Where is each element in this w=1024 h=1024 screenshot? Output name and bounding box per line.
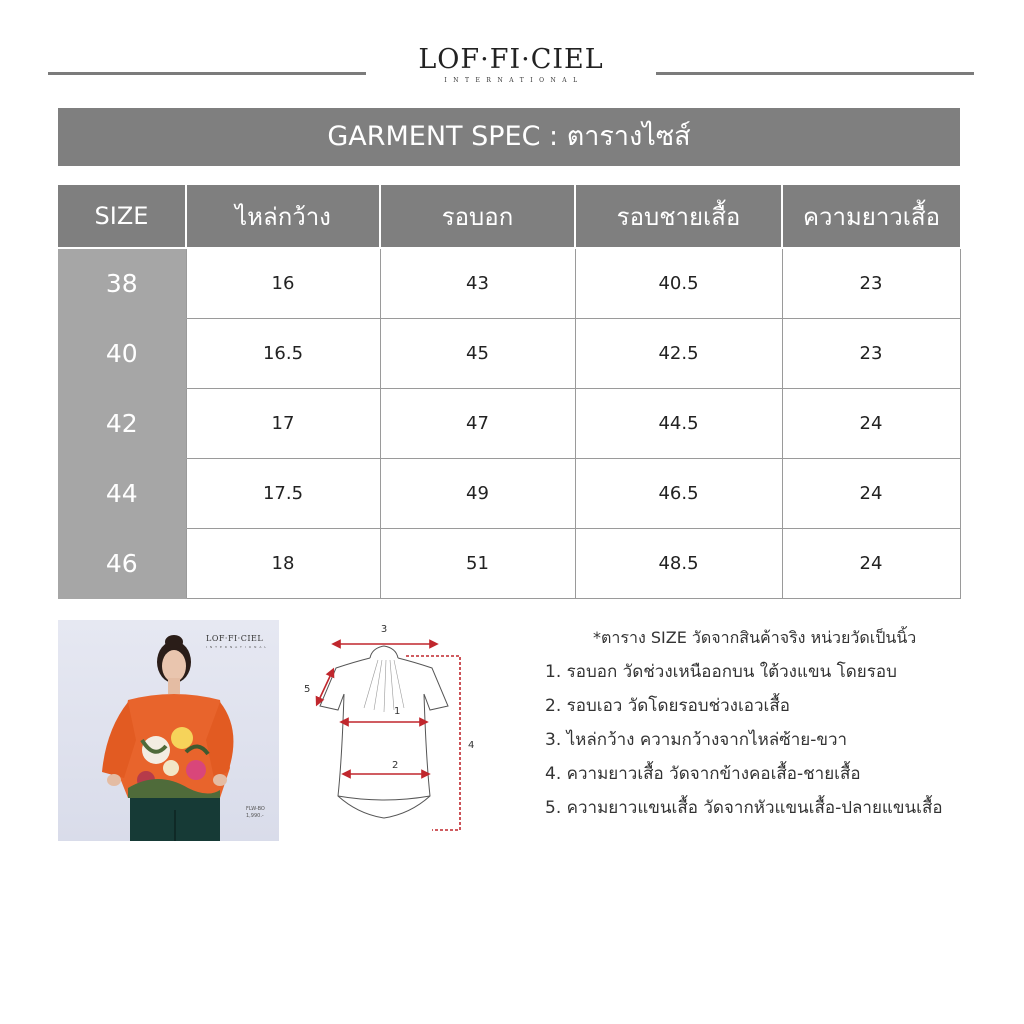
table-header-row xyxy=(58,185,960,248)
length-cell: 23 xyxy=(782,248,960,319)
hem-cell: 48.5 xyxy=(575,529,782,599)
length-cell: 24 xyxy=(782,389,960,459)
table-row xyxy=(58,248,960,319)
label-4: 4 xyxy=(468,740,475,751)
measurement-notes xyxy=(545,625,985,829)
hem-cell: 42.5 xyxy=(575,319,782,389)
shirt-outline xyxy=(320,646,448,818)
note-waist: 2. รอบเอว วัดโดยรอบช่วงเอวเสื้อ xyxy=(545,696,790,716)
column-header-size: SIZE xyxy=(58,185,186,248)
chest-cell: 51 xyxy=(380,529,575,599)
shoulder-cell: 16.5 xyxy=(186,319,380,389)
column-header-chest: รอบอก xyxy=(380,185,575,248)
column-header-hem: รอบชายเสื้อ xyxy=(575,185,782,248)
label-3: 3 xyxy=(380,624,388,635)
column-header-shoulder: ไหล่กว้าง xyxy=(186,185,380,248)
hem-cell: 46.5 xyxy=(575,459,782,529)
table-row xyxy=(58,319,960,389)
table-row xyxy=(58,389,960,459)
label-5: 5 xyxy=(304,684,311,695)
label-1: 1 xyxy=(394,706,401,717)
label-2: 2 xyxy=(392,760,399,771)
sleeve-measure-line xyxy=(318,672,332,702)
hem-cell: 44.5 xyxy=(575,389,782,459)
shoulder-cell: 18 xyxy=(186,529,380,599)
hem-cell: 40.5 xyxy=(575,248,782,319)
length-cell: 24 xyxy=(782,459,960,529)
note-sleeve: 5. ความยาวแขนเสื้อ วัดจากหัวแขนเสื้อ-ปลายแขนเสื้อ xyxy=(545,798,943,818)
shoulder-cell: 16 xyxy=(186,248,380,319)
note-unit: *ตาราง SIZE วัดจากสินค้าจริง หน่วยวัดเป็นนิ้ว xyxy=(593,628,917,647)
size-cell: 42 xyxy=(58,389,186,459)
length-measure-line xyxy=(406,656,460,830)
chest-cell: 45 xyxy=(380,319,575,389)
measurement-diagram xyxy=(298,618,478,840)
size-cell: 38 xyxy=(58,248,186,319)
size-cell: 46 xyxy=(58,529,186,599)
table-row xyxy=(58,459,960,529)
brand-name: LOF·FI·CIEL xyxy=(418,44,604,75)
length-cell: 23 xyxy=(782,319,960,389)
note-shoulder: 3. ไหล่กว้าง ความกว้างจากไหล่ซ้าย-ขวา xyxy=(545,730,848,750)
page-title: GARMENT SPEC : ตารางไซส์ xyxy=(58,108,960,166)
photo-brand-subtitle: INTERNATIONAL xyxy=(206,645,270,649)
note-length: 4. ความยาวเสื้อ วัดจากข้างคอเสื้อ-ชายเสื้อ xyxy=(545,764,861,784)
brand-logo xyxy=(366,44,656,84)
size-cell: 44 xyxy=(58,459,186,529)
product-code-text: FLW-BO xyxy=(246,806,265,812)
product-photo xyxy=(58,620,279,841)
chest-cell: 49 xyxy=(380,459,575,529)
header-rule-left xyxy=(48,72,366,75)
shoulder-cell: 17 xyxy=(186,389,380,459)
product-code xyxy=(246,806,265,820)
size-table xyxy=(58,185,961,599)
chest-cell: 47 xyxy=(380,389,575,459)
size-cell: 40 xyxy=(58,319,186,389)
shoulder-cell: 17.5 xyxy=(186,459,380,529)
brand-subtitle: INTERNATIONAL xyxy=(444,77,584,84)
length-cell: 24 xyxy=(782,529,960,599)
note-chest: 1. รอบอก วัดช่วงเหนืออกบน ใต้วงแขน โดยรอบ xyxy=(545,662,897,682)
chest-cell: 43 xyxy=(380,248,575,319)
header-rule-right xyxy=(656,72,974,75)
column-header-length: ความยาวเสื้อ xyxy=(782,185,960,248)
table-row xyxy=(58,529,960,599)
pleat-lines xyxy=(364,660,404,712)
product-price: 1,990.- xyxy=(246,813,264,819)
photo-brand-name: LOF·FI·CIEL xyxy=(206,634,264,643)
